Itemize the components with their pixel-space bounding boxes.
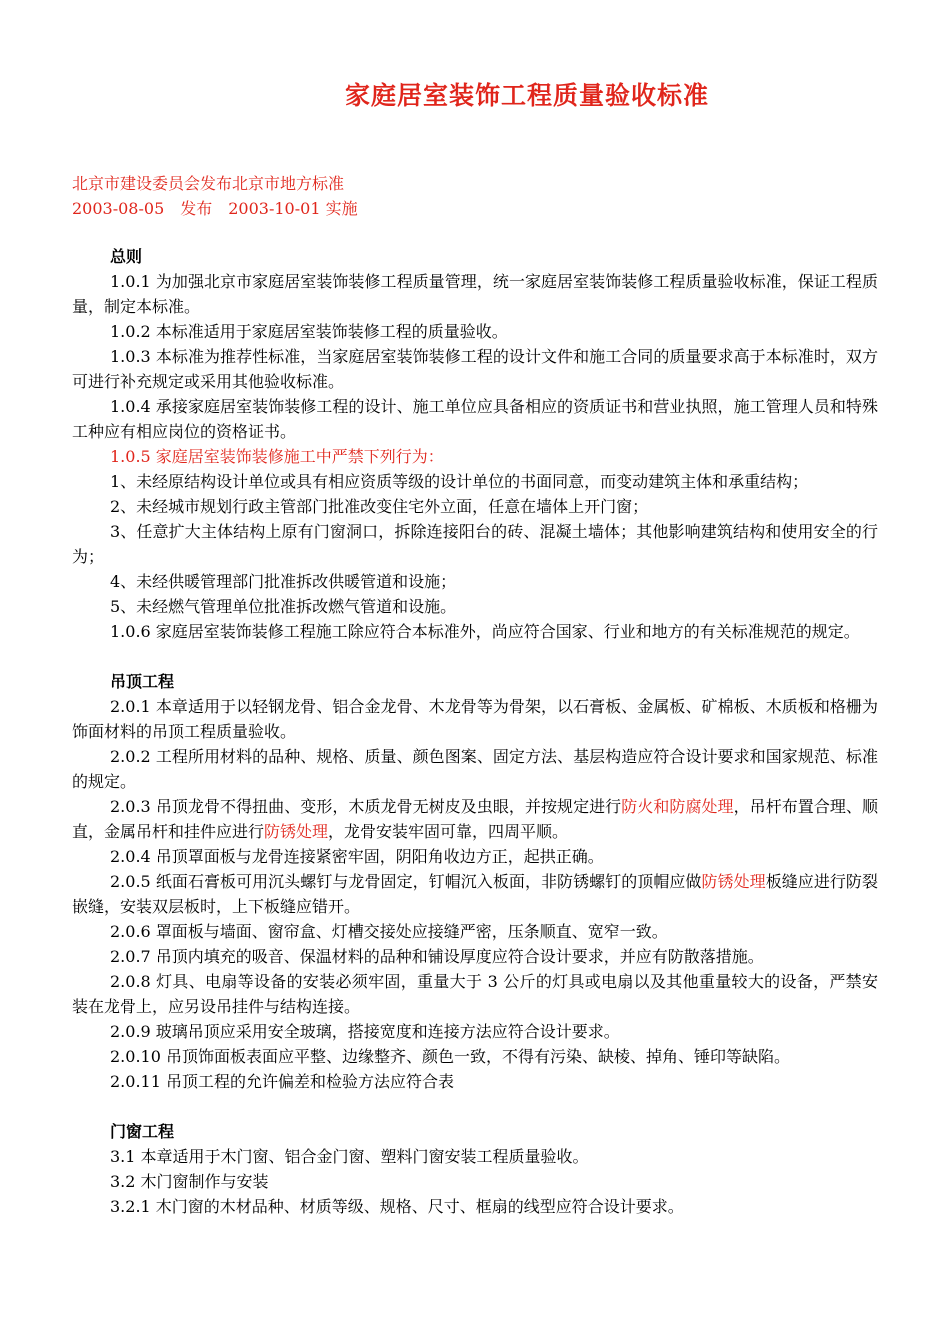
clause-2-0-1: 2.0.1 本章适用于以轻钢龙骨、铝合金龙骨、木龙骨等为骨架，以石膏板、金属板、矿棉板、木质板和格栅为饰面材料的吊顶工程质量验收。 — [72, 697, 878, 741]
clause-2-0-3 — [72, 794, 878, 844]
clause-2-0-11: 2.0.11 吊顶工程的允许偏差和检验方法应符合表 — [110, 1072, 454, 1091]
clause-1-0-5: 1.0.5 家庭居室装饰装修施工中严禁下列行为： — [110, 447, 444, 466]
section-gap — [72, 644, 878, 669]
clause-1-0-3: 1.0.3 本标准为推荐性标准，当家庭居室装饰装修工程的设计文件和施工合同的质量要求高于本标准时，双方可进行补充规定或采用其他验收标准。 — [72, 347, 878, 391]
fireproof-anticorrosion-highlight: 防火和防腐处理 — [621, 797, 734, 816]
section-heading-doors: 门窗工程 — [110, 1122, 175, 1141]
prohibited-item-5: 5、未经燃气管理单位批准拆改燃气管道和设施。 — [110, 597, 457, 616]
prohibited-item-4: 4、未经供暖管理部门批准拆改供暖管道和设施； — [110, 572, 457, 591]
clause-2-0-3-text-e: ，龙骨安装牢固可靠，四周平顺。 — [328, 822, 569, 841]
clause-2-0-4: 2.0.4 吊顶罩面板与龙骨连接紧密牢固，阴阳角收边方正，起拱正确。 — [110, 847, 604, 866]
antirust-highlight: 防锈处理 — [264, 822, 329, 841]
clause-2-0-3-text-c: ，吊杆布置合理、顺直，金属吊杆和挂件应进行 — [72, 797, 878, 841]
clause-3-2-1: 3.2.1 木门窗的木材品种、材质等级、规格、尺寸、框扇的线型应符合设计要求。 — [110, 1197, 684, 1216]
document-body — [72, 244, 878, 1219]
publisher-line: 北京市建设委员会发布北京市地方标准 — [72, 174, 345, 193]
clause-2-0-9: 2.0.9 玻璃吊顶应采用安全玻璃，搭接宽度和连接方法应符合设计要求。 — [110, 1022, 620, 1041]
antirust-highlight-2: 防锈处理 — [701, 872, 766, 891]
clause-2-0-5-text-a: 2.0.5 纸面石膏板可用沉头螺钉与龙骨固定，钉帽沉入板面，非防锈螺钉的顶帽应做 — [110, 872, 702, 891]
prohibited-item-3: 3、任意扩大主体结构上原有门窗洞口，拆除连接阳台的砖、混凝土墙体；其他影响建筑结构和使用安全的行为； — [72, 522, 878, 566]
section-heading-general: 总则 — [110, 247, 143, 266]
clause-2-0-3-text-a: 2.0.3 吊顶龙骨不得扭曲、变形，木质龙骨无树皮及虫眼，并按规定进行 — [110, 797, 622, 816]
section-heading-ceiling: 吊顶工程 — [110, 672, 175, 691]
clause-2-0-5-text-c: 板缝应进行防裂嵌缝，安装双层板时，上下板缝应错开。 — [72, 872, 878, 916]
document-title: 家庭居室装饰工程质量验收标准 — [345, 81, 710, 110]
clause-2-0-8: 2.0.8 灯具、电扇等设备的安装必须牢固，重量大于 3 公斤的灯具或电扇以及其他重量较大的设备，严禁安装在龙骨上，应另设吊挂件与结构连接。 — [72, 972, 878, 1016]
clause-2-0-7: 2.0.7 吊顶内填充的吸音、保温材料的品种和铺设厚度应符合设计要求，并应有防散落措施。 — [110, 947, 764, 966]
prohibited-item-1: 1、未经原结构设计单位或具有相应资质等级的设计单位的书面同意，而变动建筑主体和承重结构； — [110, 472, 809, 491]
date-line: 2003-08-05 发布 2003-10-01 实施 — [72, 199, 358, 218]
clause-3-1: 3.1 本章适用于木门窗、铝合金门窗、塑料门窗安装工程质量验收。 — [110, 1147, 589, 1166]
clause-1-0-4: 1.0.4 承接家庭居室装饰装修工程的设计、施工单位应具备相应的资质证书和营业执照，施工管理人员和特殊工种应有相应岗位的资格证书。 — [72, 397, 878, 441]
clause-2-0-2: 2.0.2 工程所用材料的品种、规格、质量、颜色图案、固定方法、基层构造应符合设计要求和国家规范、标准的规定。 — [72, 747, 878, 791]
clause-3-2: 3.2 木门窗制作与安装 — [110, 1172, 269, 1191]
clause-2-0-5 — [72, 869, 878, 919]
section-gap — [72, 1094, 878, 1119]
prohibited-item-2: 2、未经城市规划行政主管部门批准改变住宅外立面，任意在墙体上开门窗； — [110, 497, 649, 516]
clause-1-0-2: 1.0.2 本标准适用于家庭居室装饰装修工程的质量验收。 — [110, 322, 508, 341]
clause-1-0-1: 1.0.1 为加强北京市家庭居室装饰装修工程质量管理，统一家庭居室装饰装修工程质量验收标准，保证工程质量，制定本标准。 — [72, 272, 878, 316]
clause-1-0-6: 1.0.6 家庭居室装饰装修工程施工除应符合本标准外，尚应符合国家、行业和地方的有关标准规范的规定。 — [110, 622, 860, 641]
clause-2-0-10: 2.0.10 吊顶饰面板表面应平整、边缘整齐、颜色一致，不得有污染、缺棱、掉角、锤印等缺陷。 — [110, 1047, 790, 1066]
clause-2-0-6: 2.0.6 罩面板与墙面、窗帘盒、灯槽交接处应接缝严密，压条顺直、宽窄一致。 — [110, 922, 668, 941]
